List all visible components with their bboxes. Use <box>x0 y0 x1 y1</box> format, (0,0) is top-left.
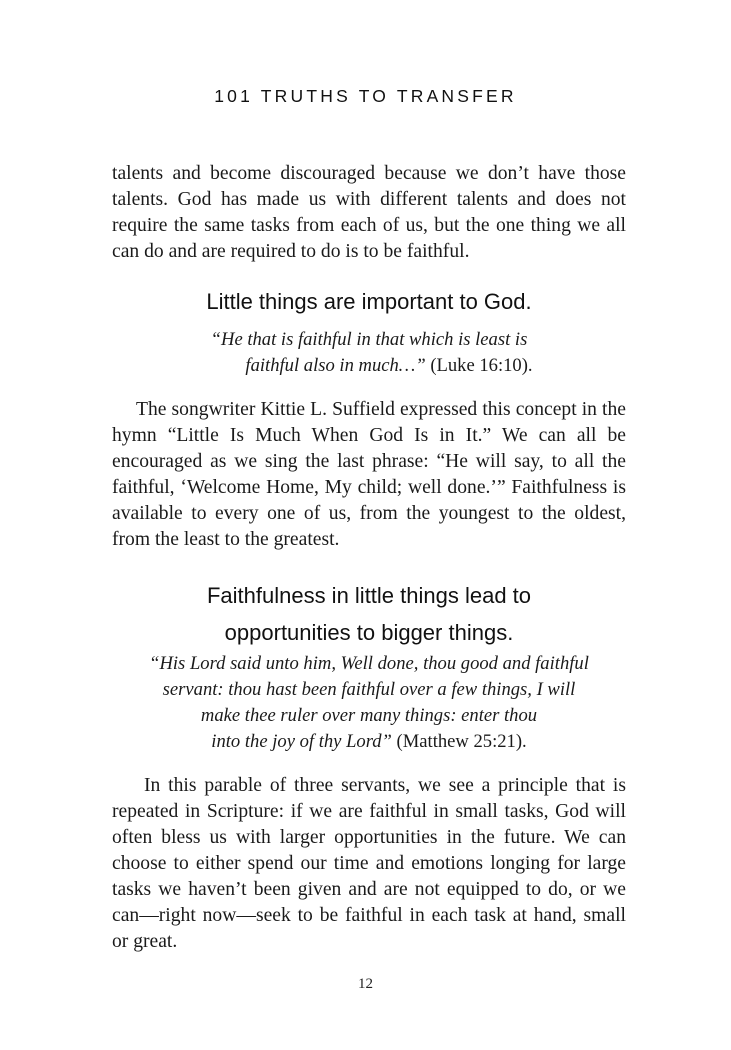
quote-1-line-2 <box>112 353 626 379</box>
quote-2-line-3 <box>112 703 626 729</box>
quote-1-reference: (Luke 16:10). <box>425 355 533 376</box>
scripture-quote-1 <box>112 327 626 379</box>
section-heading-2-line-1: Faithfulness in little things lead to <box>206 583 532 608</box>
quote-2-line-1-text: “His Lord said unto him, Well done, thou good and faithful <box>149 653 589 674</box>
section-heading-2 <box>112 577 626 651</box>
quote-1-line-2-text: faithful also in much…” <box>245 355 426 376</box>
section-heading-1: Little things are important to God. <box>206 289 532 314</box>
quote-2-line-1 <box>112 651 626 677</box>
quote-2-line-4-text: into the joy of thy Lord” <box>211 731 392 752</box>
quote-2-line-2-text: servant: thou hast been faithful over a few things, I will <box>162 679 576 700</box>
section-heading-2-line-2: opportunities to bigger things. <box>224 620 514 645</box>
quote-2-reference: (Matthew 25:21). <box>391 731 527 752</box>
running-head-title: 101 TRUTHS TO TRANSFER <box>214 86 517 106</box>
quote-1-line-1 <box>112 327 626 353</box>
body-paragraph-1: talents and become discouraged because we don’t have those talents. God has made us with different talents and does not require the same tasks from each of us, but the one thing we all can do and are required to do is to be faithful. <box>112 163 626 262</box>
quote-2-line-2 <box>112 677 626 703</box>
scripture-quote-2 <box>112 651 626 755</box>
body-paragraph-2: The songwriter Kittie L. Suffield expressed this concept in the hymn “Little Is Much When God Is in It.” We can all be encouraged as we sing the last phrase: “He will say, to all the faithful, ‘Welcome Home, My child; well done.’” Faithfulness is available to every one of us, from the youngest to the oldest, from the least to the greatest. <box>112 399 626 550</box>
quote-2-line-4 <box>112 729 626 755</box>
quote-2-line-3-text: make thee ruler over many things: enter thou <box>200 705 538 726</box>
body-paragraph-3: In this parable of three servants, we see a principle that is repeated in Scripture: if we are faithful in small tasks, God will often bless us with larger opportunities in the future. We can choose to either spend our time and emotions longing for large tasks we haven’t been given and are not equipped to do, or we can—right now—seek to be faithful in each task at hand, small or great. <box>112 775 626 952</box>
page-number: 12 <box>358 976 373 992</box>
quote-1-line-1-text: “He that is faithful in that which is least is <box>210 329 528 350</box>
